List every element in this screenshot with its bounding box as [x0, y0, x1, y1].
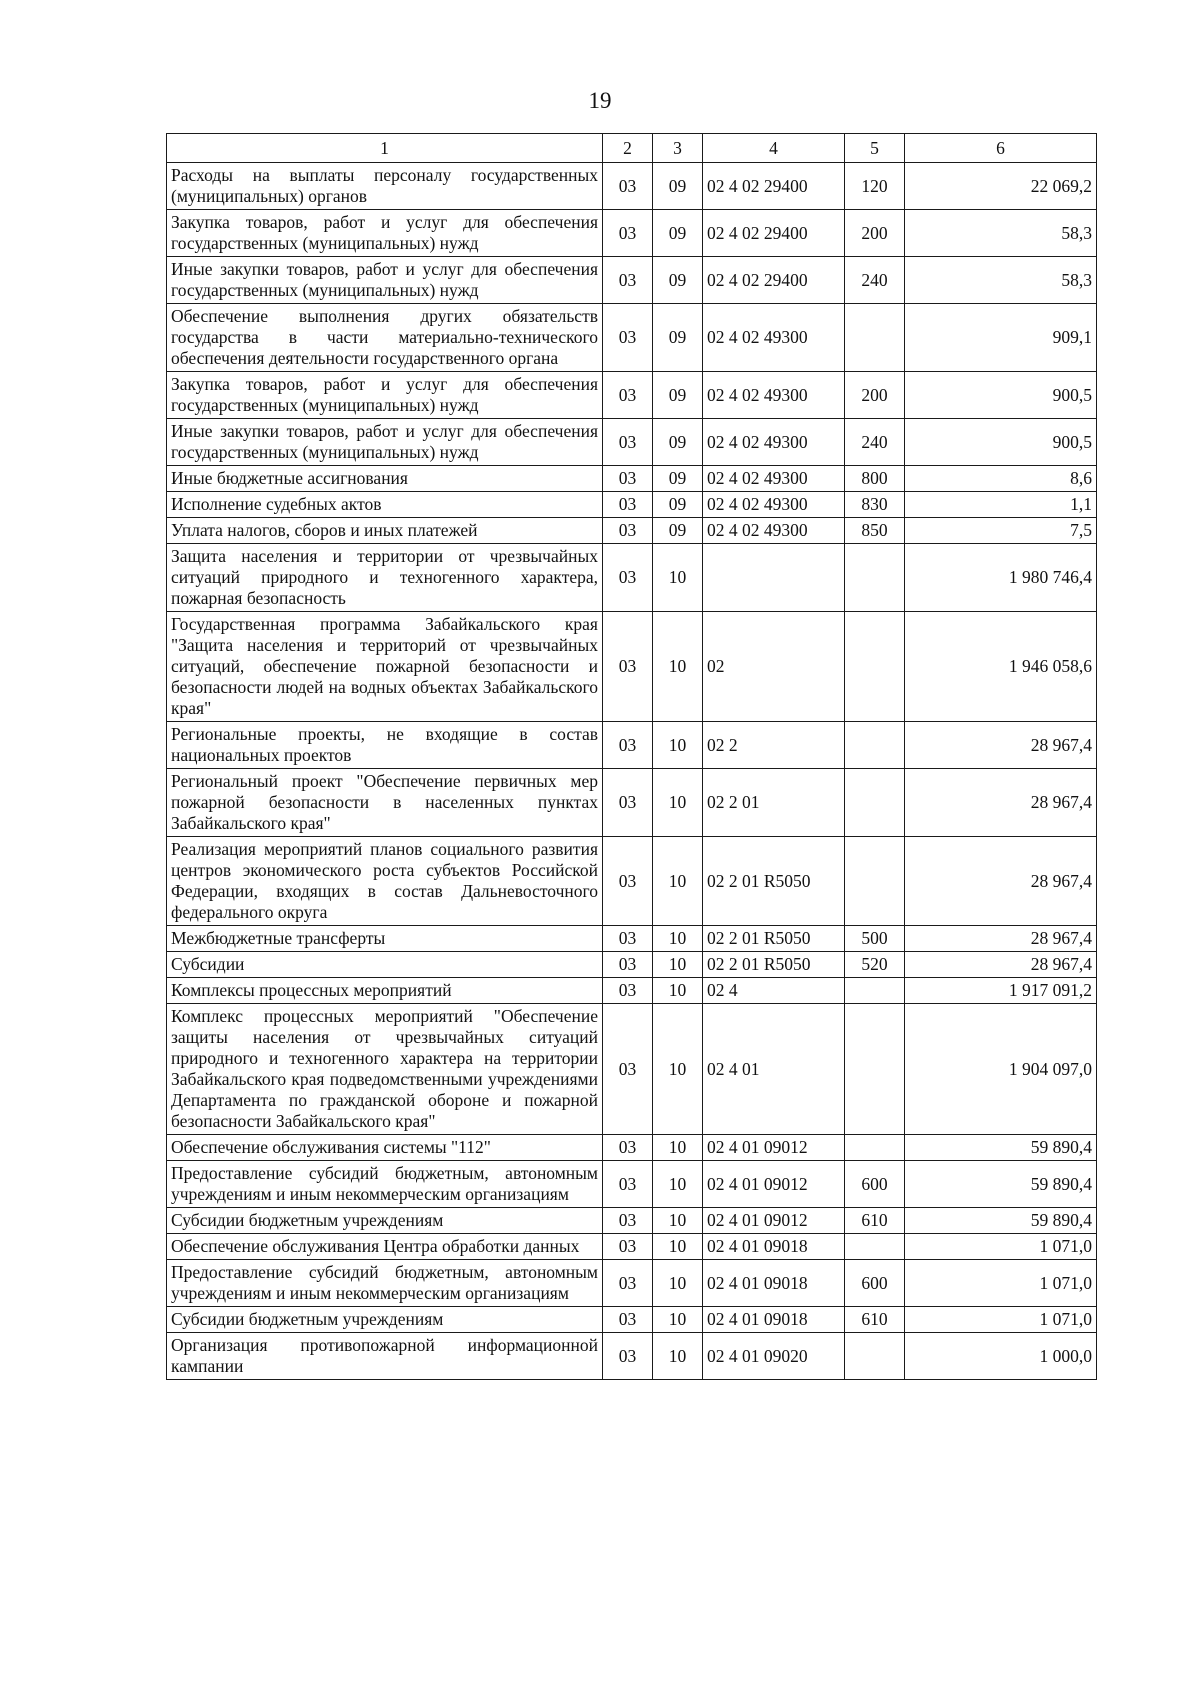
- row-section: 03: [603, 1161, 653, 1208]
- row-amount: 58,3: [905, 257, 1097, 304]
- row-expense-type: 240: [845, 257, 905, 304]
- row-amount: 28 967,4: [905, 926, 1097, 952]
- row-name: Региональный проект "Обеспечение первичных мер пожарной безопасности в населенных пунктах Забайкальского края": [167, 769, 603, 837]
- row-name: Защита населения и территории от чрезвычайных ситуаций природного и техногенного характера, пожарная безопасность: [167, 544, 603, 612]
- row-name: Уплата налогов, сборов и иных платежей: [167, 518, 603, 544]
- row-subsection: 10: [653, 769, 703, 837]
- row-target-code: 02 4 02 29400: [703, 163, 845, 210]
- page-number: 19: [588, 88, 612, 113]
- table-row: [167, 1260, 1097, 1307]
- row-amount: 7,5: [905, 518, 1097, 544]
- row-section: 03: [603, 210, 653, 257]
- row-subsection: 10: [653, 1333, 703, 1380]
- row-target-code: 02 2 01: [703, 769, 845, 837]
- row-expense-type: [845, 1234, 905, 1260]
- row-subsection: 10: [653, 1234, 703, 1260]
- row-target-code: 02 4 01 09012: [703, 1135, 845, 1161]
- row-section: 03: [603, 769, 653, 837]
- row-expense-type: [845, 769, 905, 837]
- table-row: [167, 837, 1097, 926]
- row-amount: 1 071,0: [905, 1307, 1097, 1333]
- row-section: 03: [603, 518, 653, 544]
- row-name: Иные закупки товаров, работ и услуг для обеспечения государственных (муниципальных) нужд: [167, 419, 603, 466]
- row-section: 03: [603, 1208, 653, 1234]
- row-name: Комплекс процессных мероприятий "Обеспечение защиты населения от чрезвычайных ситуаций природного и техногенного характера на территории Забайкальского края подведомственными учреждениями Департамента по гражданской обороне и пожарной безопасности Забайкальского края": [167, 1004, 603, 1135]
- row-subsection: 10: [653, 1307, 703, 1333]
- row-amount: 28 967,4: [905, 722, 1097, 769]
- row-section: 03: [603, 1234, 653, 1260]
- header-col-3: 3: [653, 134, 703, 163]
- row-amount: 900,5: [905, 419, 1097, 466]
- row-section: 03: [603, 1307, 653, 1333]
- row-amount: 1 917 091,2: [905, 978, 1097, 1004]
- row-amount: 900,5: [905, 372, 1097, 419]
- row-name: Исполнение судебных актов: [167, 492, 603, 518]
- row-target-code: 02 4 02 49300: [703, 518, 845, 544]
- row-expense-type: 240: [845, 419, 905, 466]
- row-name: Субсидии бюджетным учреждениям: [167, 1307, 603, 1333]
- row-section: 03: [603, 612, 653, 722]
- row-amount: 1 904 097,0: [905, 1004, 1097, 1135]
- row-name: Предоставление субсидий бюджетным, автономным учреждениям и иным некоммерческим организациям: [167, 1161, 603, 1208]
- header-row: [167, 134, 1097, 163]
- row-target-code: 02 4 02 49300: [703, 304, 845, 372]
- row-expense-type: 600: [845, 1260, 905, 1307]
- row-name: Закупка товаров, работ и услуг для обеспечения государственных (муниципальных) нужд: [167, 210, 603, 257]
- row-subsection: 10: [653, 1161, 703, 1208]
- row-subsection: 09: [653, 492, 703, 518]
- row-section: 03: [603, 492, 653, 518]
- row-subsection: 09: [653, 304, 703, 372]
- table-row: [167, 1234, 1097, 1260]
- row-expense-type: 520: [845, 952, 905, 978]
- row-amount: 1 071,0: [905, 1234, 1097, 1260]
- row-section: 03: [603, 722, 653, 769]
- row-subsection: 10: [653, 952, 703, 978]
- row-target-code: 02 4 02 49300: [703, 419, 845, 466]
- budget-table: [166, 133, 1097, 1380]
- row-expense-type: 200: [845, 210, 905, 257]
- row-section: 03: [603, 466, 653, 492]
- row-expense-type: 850: [845, 518, 905, 544]
- row-expense-type: [845, 837, 905, 926]
- row-target-code: 02 4: [703, 978, 845, 1004]
- row-name: Закупка товаров, работ и услуг для обеспечения государственных (муниципальных) нужд: [167, 372, 603, 419]
- row-expense-type: [845, 304, 905, 372]
- row-section: 03: [603, 1333, 653, 1380]
- row-amount: 1 946 058,6: [905, 612, 1097, 722]
- row-expense-type: [845, 1333, 905, 1380]
- table-row: [167, 612, 1097, 722]
- row-subsection: 09: [653, 466, 703, 492]
- table-row: [167, 304, 1097, 372]
- row-expense-type: [845, 722, 905, 769]
- header-col-5: 5: [845, 134, 905, 163]
- row-subsection: 10: [653, 1135, 703, 1161]
- row-target-code: 02 2 01 R5050: [703, 952, 845, 978]
- row-name: Обеспечение обслуживания системы "112": [167, 1135, 603, 1161]
- row-section: 03: [603, 978, 653, 1004]
- table-row: [167, 257, 1097, 304]
- row-amount: 22 069,2: [905, 163, 1097, 210]
- row-target-code: 02: [703, 612, 845, 722]
- row-target-code: 02 2 01 R5050: [703, 926, 845, 952]
- table-row: [167, 492, 1097, 518]
- table-row: [167, 419, 1097, 466]
- row-section: 03: [603, 419, 653, 466]
- row-subsection: 09: [653, 372, 703, 419]
- row-name: Организация противопожарной информационной кампании: [167, 1333, 603, 1380]
- row-name: Региональные проекты, не входящие в состав национальных проектов: [167, 722, 603, 769]
- row-amount: 59 890,4: [905, 1135, 1097, 1161]
- row-section: 03: [603, 1260, 653, 1307]
- row-name: Субсидии бюджетным учреждениям: [167, 1208, 603, 1234]
- row-expense-type: 610: [845, 1307, 905, 1333]
- row-expense-type: 830: [845, 492, 905, 518]
- row-section: 03: [603, 544, 653, 612]
- row-amount: 28 967,4: [905, 769, 1097, 837]
- row-name: Иные бюджетные ассигнования: [167, 466, 603, 492]
- row-expense-type: [845, 1004, 905, 1135]
- table-row: [167, 1333, 1097, 1380]
- row-subsection: 09: [653, 518, 703, 544]
- row-subsection: 09: [653, 257, 703, 304]
- table-row: [167, 1135, 1097, 1161]
- table-row: [167, 544, 1097, 612]
- row-target-code: 02 2 01 R5050: [703, 837, 845, 926]
- row-subsection: 10: [653, 978, 703, 1004]
- row-subsection: 09: [653, 419, 703, 466]
- row-expense-type: [845, 978, 905, 1004]
- row-subsection: 10: [653, 612, 703, 722]
- row-expense-type: 500: [845, 926, 905, 952]
- row-name: Реализация мероприятий планов социального развития центров экономического роста субъектов Российской Федерации, входящих в состав Дальневосточного федерального округа: [167, 837, 603, 926]
- row-target-code: 02 4 01 09018: [703, 1260, 845, 1307]
- row-amount: 58,3: [905, 210, 1097, 257]
- row-subsection: 09: [653, 210, 703, 257]
- header-col-4: 4: [703, 134, 845, 163]
- table-row: [167, 1208, 1097, 1234]
- row-section: 03: [603, 1135, 653, 1161]
- row-name: Расходы на выплаты персоналу государственных (муниципальных) органов: [167, 163, 603, 210]
- row-expense-type: [845, 544, 905, 612]
- row-section: 03: [603, 304, 653, 372]
- row-subsection: 10: [653, 837, 703, 926]
- row-expense-type: 610: [845, 1208, 905, 1234]
- row-name: Обеспечение обслуживания Центра обработки данных: [167, 1234, 603, 1260]
- row-expense-type: 200: [845, 372, 905, 419]
- table-row: [167, 1004, 1097, 1135]
- row-amount: 28 967,4: [905, 837, 1097, 926]
- row-amount: 1 000,0: [905, 1333, 1097, 1380]
- row-name: Комплексы процессных мероприятий: [167, 978, 603, 1004]
- row-subsection: 10: [653, 544, 703, 612]
- row-name: Субсидии: [167, 952, 603, 978]
- row-section: 03: [603, 372, 653, 419]
- table-row: [167, 926, 1097, 952]
- table-row: [167, 466, 1097, 492]
- row-amount: 1 980 746,4: [905, 544, 1097, 612]
- row-expense-type: 800: [845, 466, 905, 492]
- row-subsection: 10: [653, 1260, 703, 1307]
- row-amount: 59 890,4: [905, 1161, 1097, 1208]
- row-section: 03: [603, 926, 653, 952]
- row-name: Государственная программа Забайкальского края "Защита населения и территорий от чрезвычайных ситуаций, обеспечение пожарной безопасности и безопасности людей на водных объектах Забайкальского края": [167, 612, 603, 722]
- table-row: [167, 372, 1097, 419]
- row-section: 03: [603, 837, 653, 926]
- row-section: 03: [603, 952, 653, 978]
- row-target-code: 02 2: [703, 722, 845, 769]
- table-row: [167, 518, 1097, 544]
- row-target-code: 02 4 01 09020: [703, 1333, 845, 1380]
- row-amount: 1 071,0: [905, 1260, 1097, 1307]
- row-name: Предоставление субсидий бюджетным, автономным учреждениям и иным некоммерческим организациям: [167, 1260, 603, 1307]
- row-subsection: 10: [653, 722, 703, 769]
- row-section: 03: [603, 163, 653, 210]
- row-target-code: 02 4 01 09012: [703, 1161, 845, 1208]
- table-row: [167, 1161, 1097, 1208]
- row-subsection: 10: [653, 1004, 703, 1135]
- row-target-code: 02 4 01 09018: [703, 1307, 845, 1333]
- table-row: [167, 1307, 1097, 1333]
- row-target-code: 02 4 01 09018: [703, 1234, 845, 1260]
- table-row: [167, 978, 1097, 1004]
- row-amount: 909,1: [905, 304, 1097, 372]
- row-expense-type: 120: [845, 163, 905, 210]
- header-col-6: 6: [905, 134, 1097, 163]
- table-row: [167, 163, 1097, 210]
- table-row: [167, 769, 1097, 837]
- row-name: Обеспечение выполнения других обязательств государства в части материально-технического обеспечения деятельности государственного органа: [167, 304, 603, 372]
- table-body: [167, 163, 1097, 1380]
- row-amount: 8,6: [905, 466, 1097, 492]
- row-expense-type: [845, 1135, 905, 1161]
- row-amount: 28 967,4: [905, 952, 1097, 978]
- row-target-code: 02 4 02 49300: [703, 372, 845, 419]
- row-subsection: 09: [653, 163, 703, 210]
- table-row: [167, 210, 1097, 257]
- header-col-2: 2: [603, 134, 653, 163]
- row-name: Межбюджетные трансферты: [167, 926, 603, 952]
- row-section: 03: [603, 1004, 653, 1135]
- row-target-code: 02 4 01: [703, 1004, 845, 1135]
- row-target-code: 02 4 01 09012: [703, 1208, 845, 1234]
- row-section: 03: [603, 257, 653, 304]
- row-target-code: 02 4 02 49300: [703, 492, 845, 518]
- row-amount: 59 890,4: [905, 1208, 1097, 1234]
- row-subsection: 10: [653, 926, 703, 952]
- table-row: [167, 952, 1097, 978]
- header-col-1: 1: [167, 134, 603, 163]
- row-expense-type: [845, 612, 905, 722]
- row-subsection: 10: [653, 1208, 703, 1234]
- row-name: Иные закупки товаров, работ и услуг для обеспечения государственных (муниципальных) нужд: [167, 257, 603, 304]
- row-amount: 1,1: [905, 492, 1097, 518]
- row-target-code: 02 4 02 29400: [703, 257, 845, 304]
- row-target-code: 02 4 02 29400: [703, 210, 845, 257]
- row-expense-type: 600: [845, 1161, 905, 1208]
- table-row: [167, 722, 1097, 769]
- row-target-code: [703, 544, 845, 612]
- row-target-code: 02 4 02 49300: [703, 466, 845, 492]
